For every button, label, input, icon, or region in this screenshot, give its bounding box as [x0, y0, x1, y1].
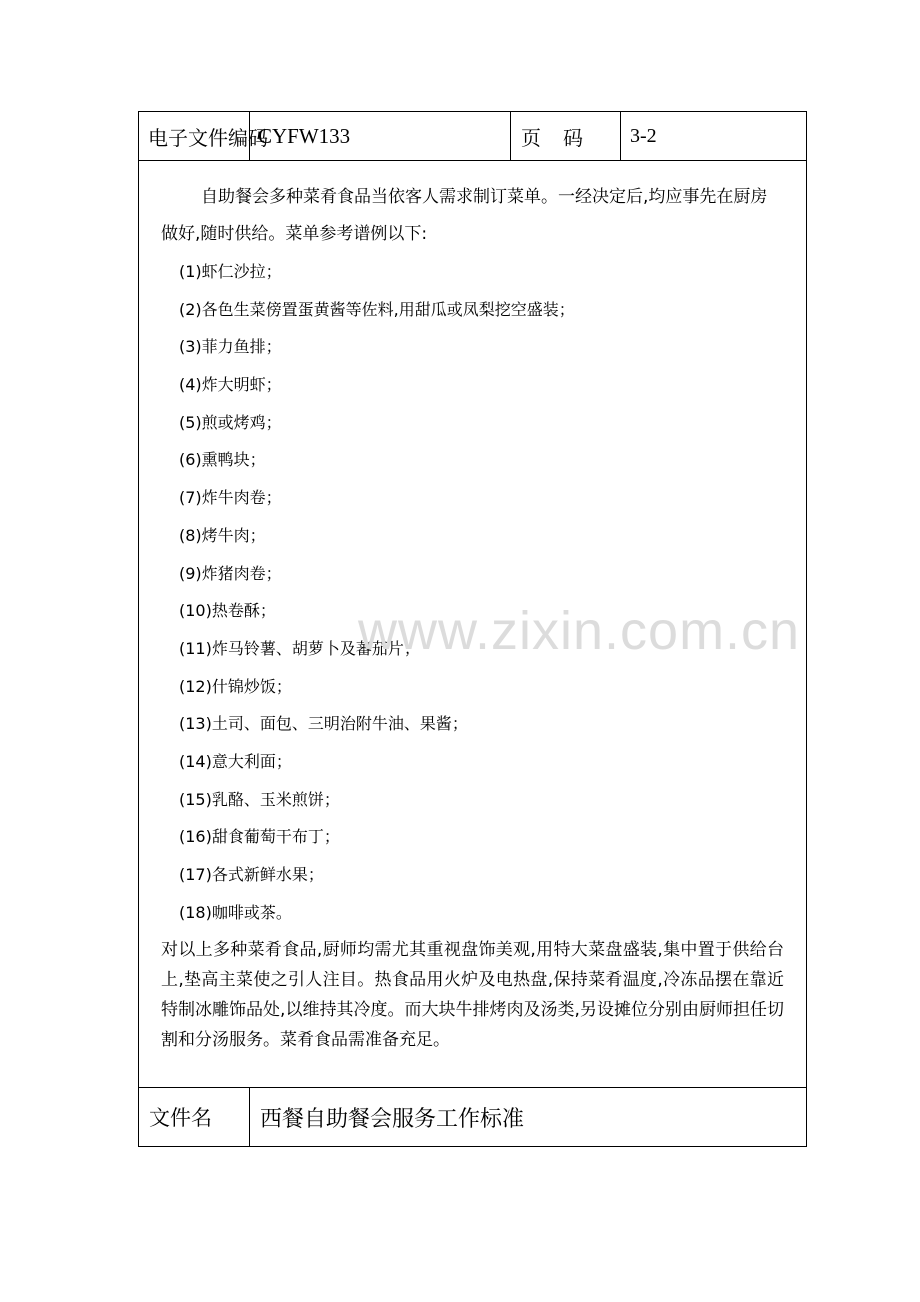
document-table — [138, 111, 807, 1147]
closing-paragraph: 对以上多种菜肴食品,厨师均需尤其重视盘饰美观,用特大菜盘盛装,集中置于供给台上,垫高主菜使之引人注目。热食品用火炉及电热盘,保持菜肴温度,冷冻品摆在靠近特制冰雕饰品处,以维持其冷度。而大块牛排烤肉及汤类,另设摊位分别由厨师担任切割和分汤服务。菜肴食品需准备充足。 — [161, 940, 784, 1051]
file-code-label: 电子文件编码 — [139, 112, 250, 161]
menu-item: (16)甜食葡萄干布丁； — [179, 827, 340, 847]
menu-item: (1)虾仁沙拉； — [179, 262, 282, 281]
menu-item: (3)菲力鱼排； — [179, 337, 282, 357]
menu-list — [161, 253, 784, 931]
header-row — [139, 112, 807, 161]
footer-row — [139, 1088, 807, 1147]
file-code-value: CYFW133 — [250, 112, 511, 161]
menu-item: (2)各色生菜傍置蛋黄酱等佐料,用甜瓜或凤梨挖空盛装； — [179, 299, 575, 319]
menu-item: (8)烤牛肉； — [179, 525, 266, 545]
menu-item: (14)意大利面； — [179, 751, 292, 771]
content-row — [139, 161, 807, 1088]
file-name-value: 西餐自助餐会服务工作标准 — [250, 1088, 807, 1147]
menu-item: (18)咖啡或茶。 — [179, 902, 292, 922]
file-name-label: 文件名 — [139, 1088, 250, 1147]
menu-item: (12)什锦炒饭； — [179, 676, 292, 696]
content-cell — [139, 161, 807, 1088]
menu-item: (17)各式新鲜水果； — [179, 865, 324, 884]
menu-item: (13)土司、面包、三明治附牛油、果酱； — [179, 714, 468, 734]
menu-item: (5)煎或烤鸡； — [179, 412, 282, 432]
menu-item: (9)炸猪肉卷； — [179, 563, 282, 583]
menu-item: (7)炸牛肉卷； — [179, 488, 282, 508]
page-number-label: 页码 — [511, 112, 621, 161]
page-number-value: 3-2 — [621, 112, 807, 161]
intro-paragraph: 自助餐会多种菜肴食品当依客人需求制订菜单。一经决定后,均应事先在厨房做好,随时供给。菜单参考谱例以下: — [161, 187, 768, 244]
watermark: www.zixin.com.cn — [358, 601, 801, 661]
menu-item: (10)热卷酥； — [179, 601, 276, 621]
menu-item: (11)炸马铃薯、胡萝卜及蕃茄片； — [179, 638, 420, 658]
menu-item: (15)乳酪、玉米煎饼； — [179, 789, 340, 809]
menu-item: (6)熏鸭块； — [179, 450, 266, 470]
menu-item: (4)炸大明虾； — [179, 375, 282, 395]
